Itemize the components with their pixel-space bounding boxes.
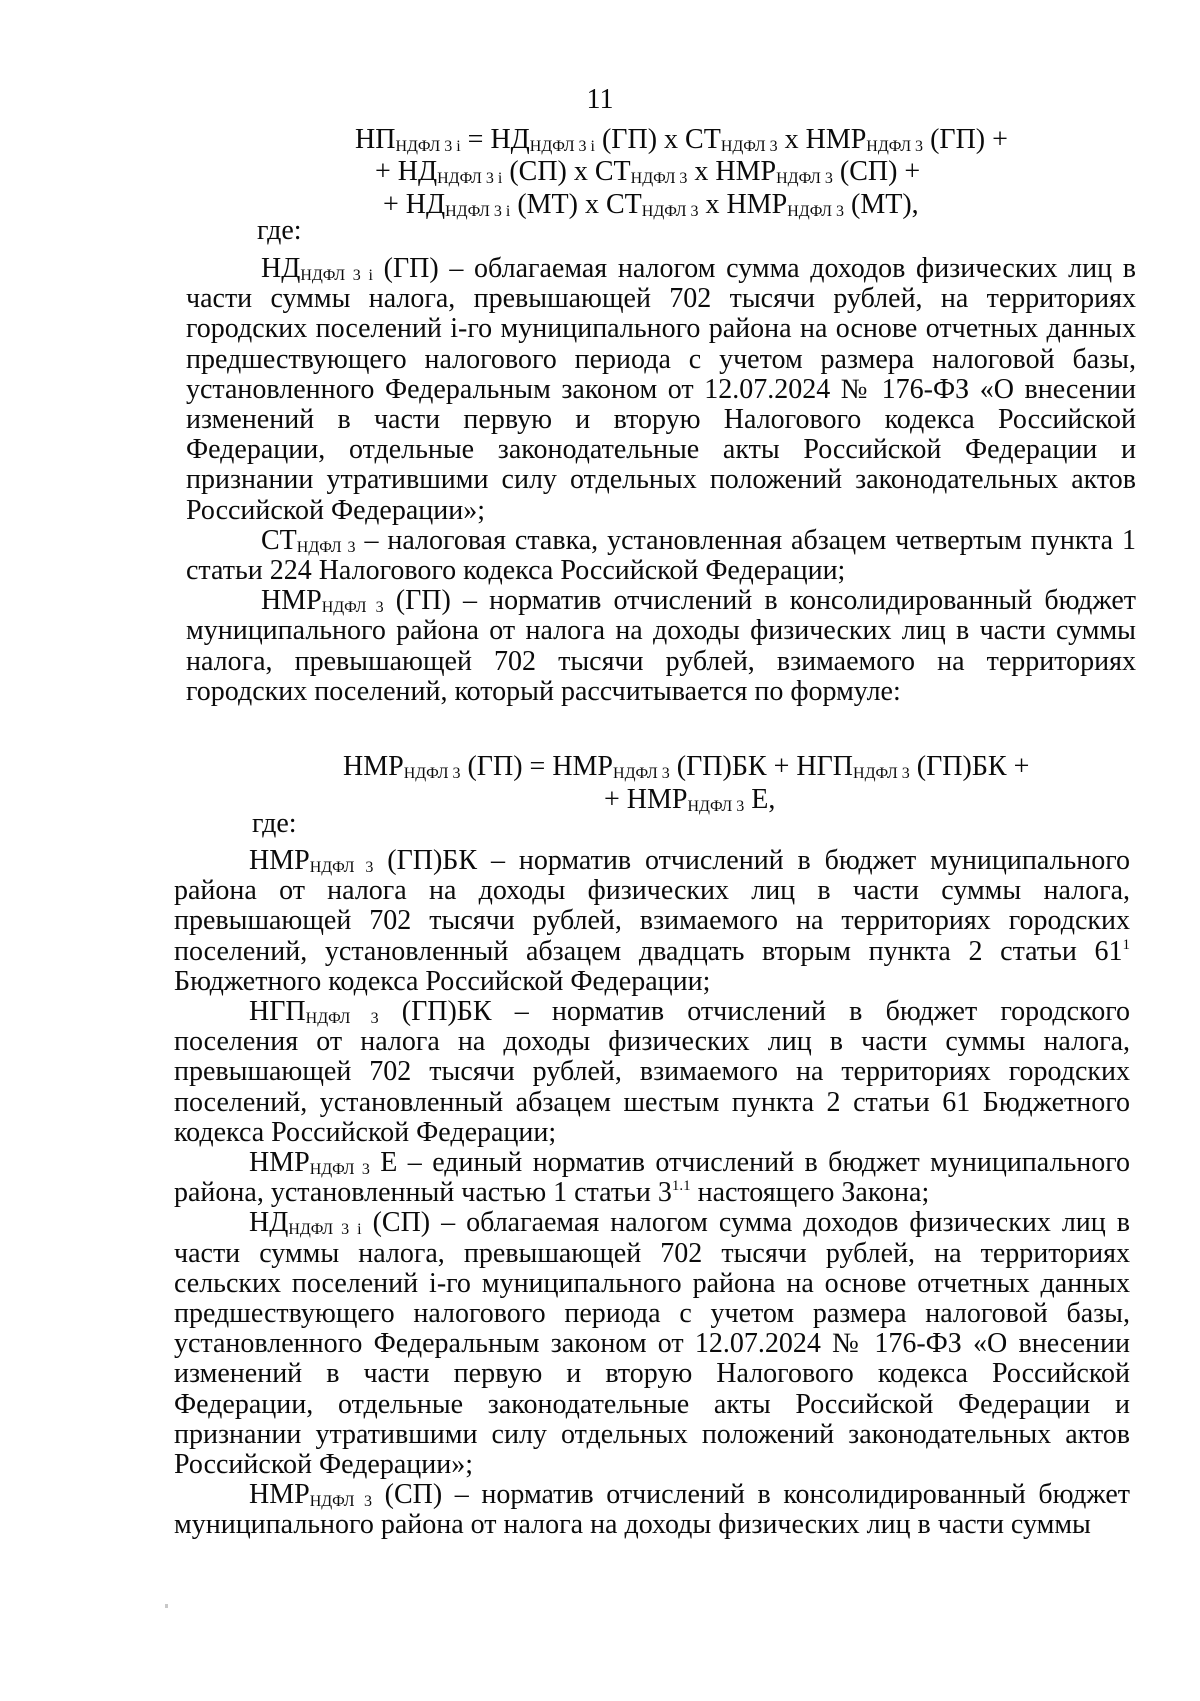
definitions-block <box>174 846 1130 1541</box>
formula-line: $НП_{НДФЛ 3 i} = НД_{НДФЛ 3 i}$ (ГП) х $СТ_{НДФЛ 3}$ х $НМР_{НДФЛ 3}$ (ГП) + <box>355 124 1008 155</box>
formula-line: $НМР_{НДФЛ 3}$ $(ГП) = НМР_{НДФЛ 3}$ $(ГП)БК + НГП_{НДФЛ 3}$ (ГП)БК + <box>343 751 1030 782</box>
scan-speck <box>165 1604 168 1608</box>
formula-line: + $НД_{НДФЛ 3 i}$ (СП) х $СТ_{НДФЛ 3}$ х $НМР_{НДФЛ 3}$ (СП) + <box>375 156 921 187</box>
page-number: 11 <box>586 84 614 115</box>
formula-line: + $НД_{НДФЛ 3 i}$ (МТ) х $СТ_{НДФЛ 3}$ х $НМР_{НДФЛ 3}$ (МТ), <box>383 189 919 220</box>
definition-paragraph: $НМР_{НДФЛ 3}$ (СП) – норматив отчислений в консолидированный бюджет муниципального района от налога на доходы физических лиц в части суммы <box>174 1479 1130 1541</box>
definition-paragraph: $СТ_{НДФЛ 3}$ – налоговая ставка, установленная абзацем четвертым пункта 1 статьи 224 Налогового кодекса Российской Федерации; <box>186 524 1136 587</box>
definition-paragraph: $НМР_{НДФЛ 3}$ (ГП) – норматив отчислений в консолидированный бюджет муниципального района от налога на доходы физических лиц в части суммы налога, превышающей 702 тысячи рублей, взимаемого на территориях городских поселений, который рассчитывается по формуле: <box>186 585 1137 707</box>
definition-paragraph: $НМР_{НДФЛ 3}$ (ГП)БК – норматив отчислений в бюджет муниципального района от налога на доходы физических лиц в части суммы налога, превышающей 702 тысячи рублей, взимаемого на территориях городских поселений, установленный абзацем двадцать вторым пункта 2 статьи $61^1$ Бюджетного кодекса Российской Федерации; <box>174 845 1131 997</box>
definition-paragraph: $НМР_{НДФЛ 3}$ Е – единый норматив отчислений в бюджет муниципального района, установленный частью 1 статьи $3^{1.1}$ настоящего Закона; <box>174 1147 1130 1209</box>
formula-line: + $НМР_{НДФЛ 3}$ Е, <box>604 784 776 815</box>
definitions-block <box>186 254 1136 707</box>
definition-paragraph: $НД_{НДФЛ 3 i}$ (ГП) – облагаемая налогом сумма доходов физических лиц в части суммы налога, превышающей 702 тысячи рублей, на территориях городских поселений i-го муниципального района на основе отчетных данных предшествующего налогового периода с учетом размера налоговой базы, установленного Федеральным законом от 12.07.2024 № 176-ФЗ «О внесении изменений в части первую и вторую Налогового кодекса Российской Федерации, отдельные законодательные акты Российской Федерации и признании утратившими силу отдельных положений законодательных актов Российской Федерации»; <box>186 253 1136 526</box>
definition-paragraph: $НГП_{НДФЛ 3}$ (ГП)БК – норматив отчислений в бюджет городского поселения от налога на доходы физических лиц в части суммы налога, превышающей 702 тысячи рублей, взимаемого на территориях городских поселений, установленный абзацем шестым пункта 2 статьи 61 Бюджетного кодекса Российской Федерации; <box>174 996 1130 1148</box>
definition-paragraph: $НД_{НДФЛ 3 i}$ (СП) – облагаемая налогом сумма доходов физических лиц в части суммы налога, превышающей 702 тысячи рублей, на территориях сельских поселений i-го муниципального района на основе отчетных данных предшествующего налогового периода с учетом размера налоговой базы, установленного Федеральным законом от 12.07.2024 № 176-ФЗ «О внесении изменений в части первую и вторую Налогового кодекса Российской Федерации, отдельные законодательные акты Российской Федерации и признании утратившими силу отдельных положений законодательных актов Российской Федерации»; <box>174 1207 1130 1481</box>
where-label: где: <box>252 808 297 839</box>
where-label: где: <box>257 215 302 246</box>
